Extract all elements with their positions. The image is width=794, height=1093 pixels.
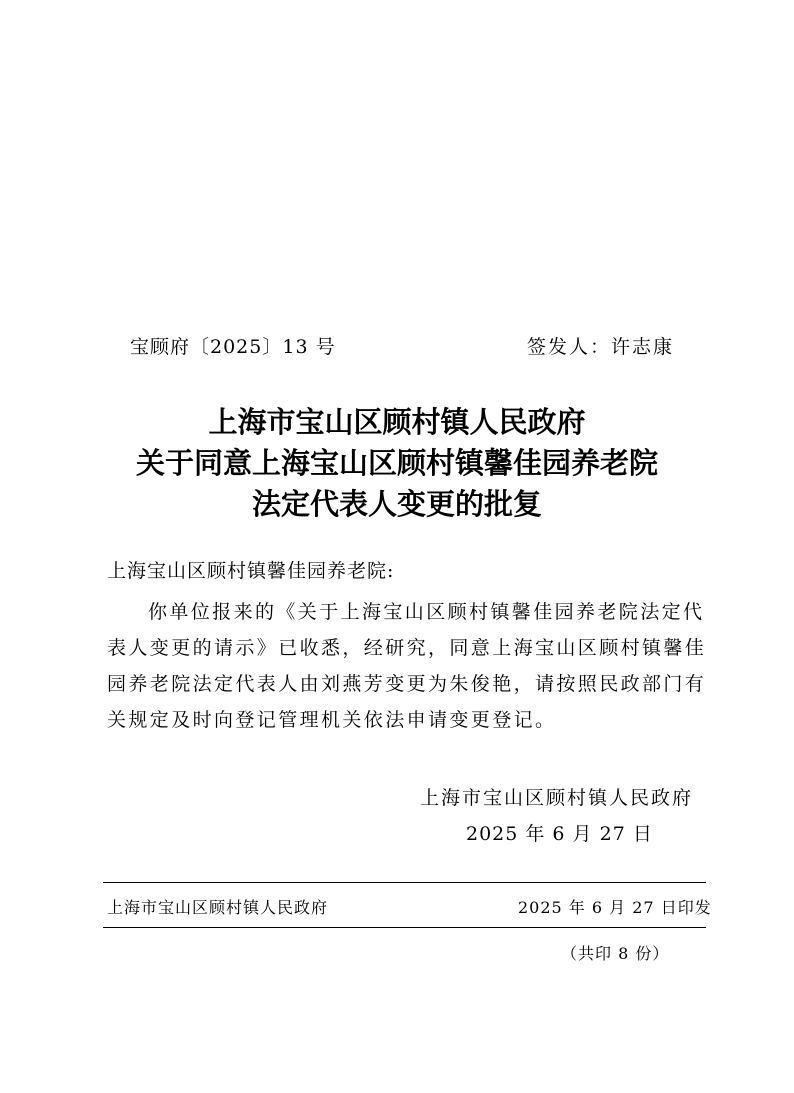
signer: 签发人：许志康 bbox=[527, 336, 675, 358]
body-line-4: 关规定及时向登记管理机关依法申请变更登记。 bbox=[107, 709, 557, 731]
title-line-1: 上海市宝山区顾村镇人民政府 bbox=[208, 405, 586, 439]
body-line-2: 表人变更的请示》已收悉，经研究，同意上海宝山区顾村镇馨佳 bbox=[107, 637, 707, 659]
copies-count: （共印 8 份） bbox=[561, 944, 670, 963]
footer-organization: 上海市宝山区顾村镇人民政府 bbox=[107, 898, 329, 917]
addressee: 上海宝山区顾村镇馨佳园养老院: bbox=[107, 560, 395, 582]
signature-organization: 上海市宝山区顾村镇人民政府 bbox=[420, 787, 694, 809]
footer-bottom-rule bbox=[103, 927, 706, 928]
footer-top-rule bbox=[103, 882, 706, 883]
document-number: 宝顾府〔2025〕13 号 bbox=[130, 336, 336, 358]
title-line-3: 法定代表人变更的批复 bbox=[251, 487, 542, 521]
signature-date: 2025 年 6 月 27 日 bbox=[466, 823, 653, 845]
footer-issue-date: 2025 年 6 月 27 日印发 bbox=[518, 898, 712, 917]
body-line-3: 园养老院法定代表人由刘燕芳变更为朱俊艳，请按照民政部门有 bbox=[107, 673, 707, 695]
body-line-1: 你单位报来的《关于上海宝山区顾村镇馨佳园养老院法定代 bbox=[148, 601, 705, 623]
title-line-2: 关于同意上海宝山区顾村镇馨佳园养老院 bbox=[135, 446, 658, 480]
